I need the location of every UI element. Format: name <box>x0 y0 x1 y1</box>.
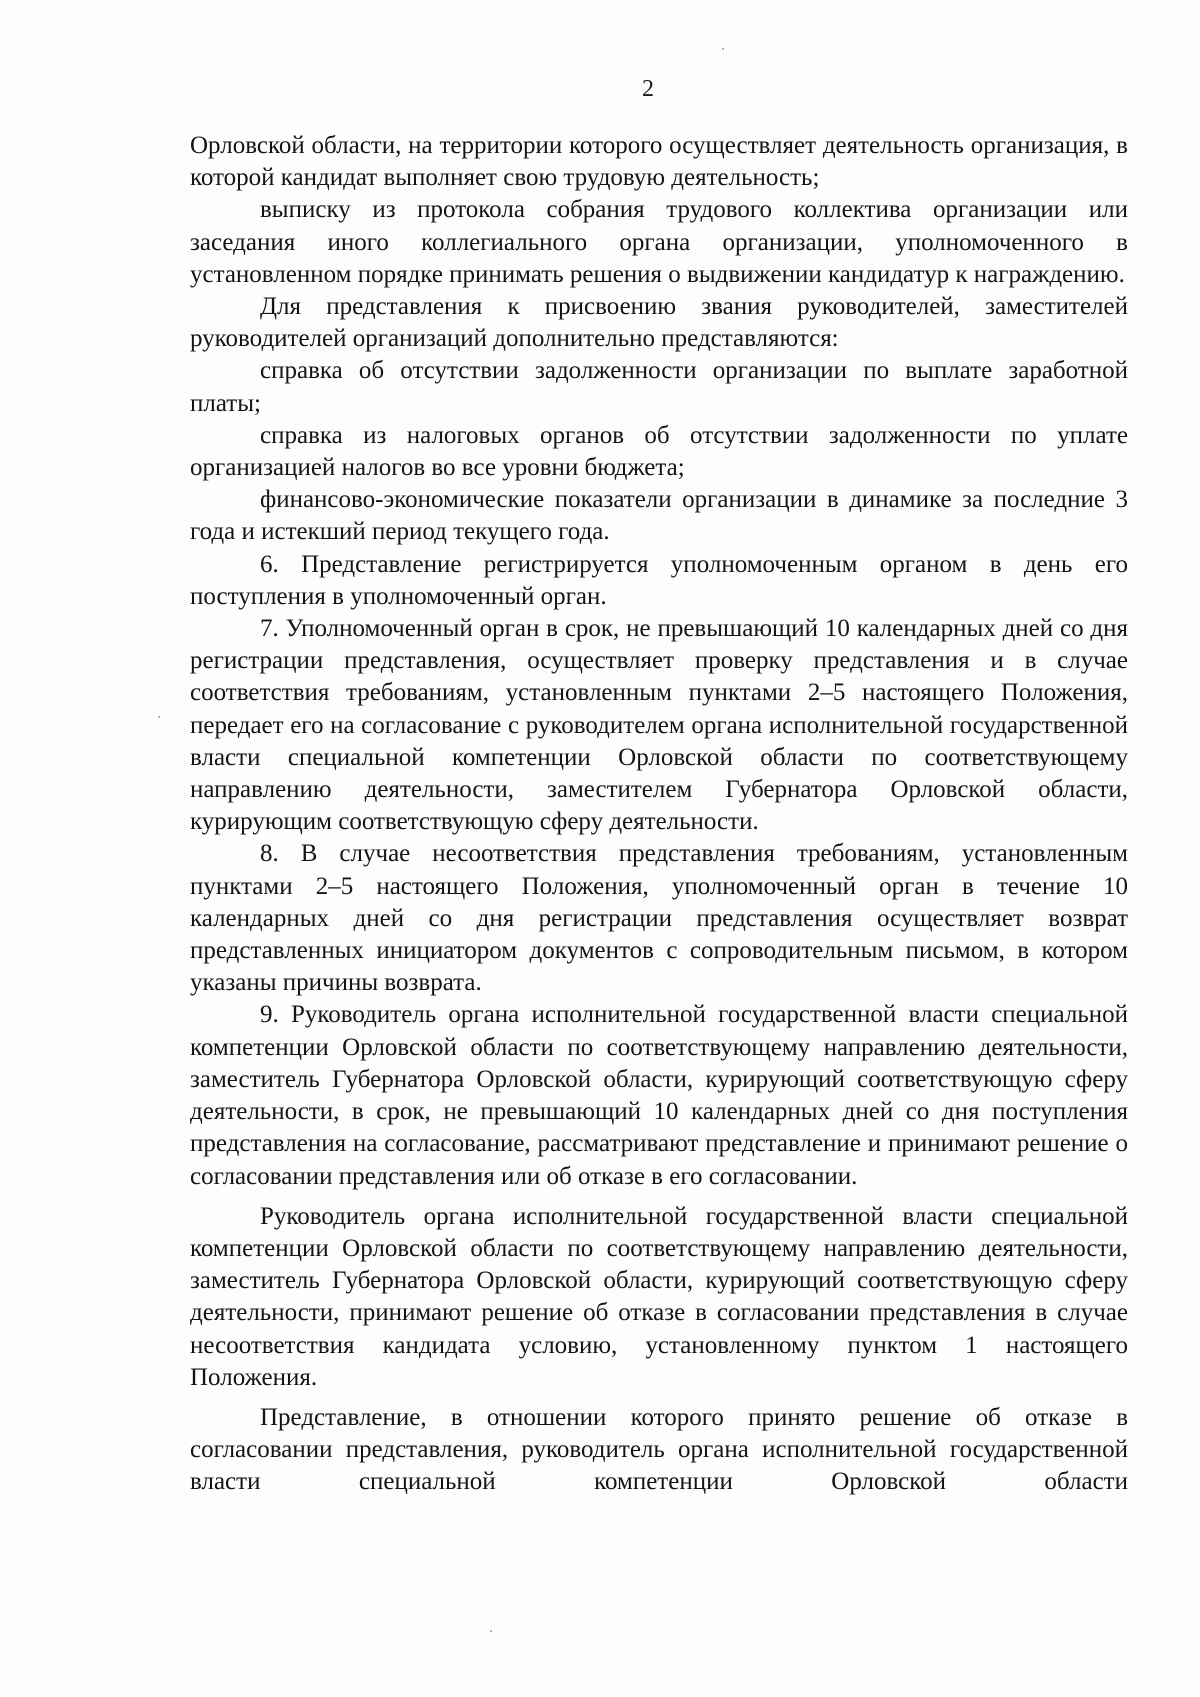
scan-speck <box>722 48 724 50</box>
paragraph-managers-intro: Для представления к присвоению звания руководителей, заместителей руководителей организаций дополнительно представляются: <box>190 293 1128 353</box>
paragraph-item-6: 6. Представление регистрируется уполномоченным органом в день его поступления в уполномоченный орган. <box>190 550 1128 610</box>
page-number: 2 <box>642 76 654 102</box>
paragraph-item-7: 7. Уполномоченный орган в срок, не превышающий 10 календарных дней со дня регистрации представления, осуществляет проверку представления и в случае соответствия требованиям, установленным пунктами 2–5 настоящего Положения, передает его на согласование с руководителем органа исполнительной государственной власти специальной компетенции Орловской области по соответствующему направлению деятельности, заместителем Губернатора Орловской области, курирующим соответствующую сферу деятельности. <box>190 615 1128 836</box>
paragraph-tax-certificate: справка из налоговых органов об отсутствии задолженности по уплате организацией налогов во все уровни бюджета; <box>190 421 1128 482</box>
scan-speck <box>158 716 160 718</box>
document-body <box>190 130 1128 1499</box>
paragraph-protocol-extract: выписку из протокола собрания трудового коллектива организации или заседания иного коллегиального органа организации, уполномоченного в установленном порядке принимать решения о выдвижении кандидатур к награждению. <box>190 196 1128 288</box>
paragraph-financial-indicators: финансово-экономические показатели организации в динамике за последние 3 года и истекший период текущего года. <box>190 486 1128 546</box>
scan-speck <box>490 1630 492 1632</box>
paragraph-refusal-condition: Руководитель органа исполнительной государственной власти специальной компетенции Орловской области по соответствующему направлению деятельности, заместитель Губернатора Орловской области, курирующий соответствующую сферу деятельности, принимают решение об отказе в согласовании представления в случае несоответствия кандидата условию, установленному пунктом 1 настоящего Положения. <box>190 1202 1128 1391</box>
paragraph-continuation: Орловской области, на территории которого осуществляет деятельность организация, в которой кандидат выполняет свою трудовую деятельность; <box>190 132 1128 192</box>
paragraph-refused-submission: Представление, в отношении которого принято решение об отказе в согласовании представления, руководитель органа исполнительной государственной власти специальной компетенции Орловской области <box>190 1403 1128 1496</box>
paragraph-salary-certificate: справка об отсутствии задолженности организации по выплате заработной платы; <box>190 357 1128 417</box>
paragraph-item-9: 9. Руководитель органа исполнительной государственной власти специальной компетенции Орловской области по соответствующему направлению деятельности, заместитель Губернатора Орловской области, курирующий соответствующую сферу деятельности, в срок, не превышающий 10 календарных дней со дня поступления представления на согласование, рассматривают представление и принимают решение о согласовании представления или об отказе в его согласовании. <box>190 1001 1128 1190</box>
paragraph-item-8: 8. В случае несоответствия представления требованиям, установленным пунктами 2–5 настоящего Положения, уполномоченный орган в течение 10 календарных дней со дня регистрации представления осуществляет возврат представленных инициатором документов с сопроводительным письмом, в котором указаны причины возврата. <box>190 840 1128 997</box>
